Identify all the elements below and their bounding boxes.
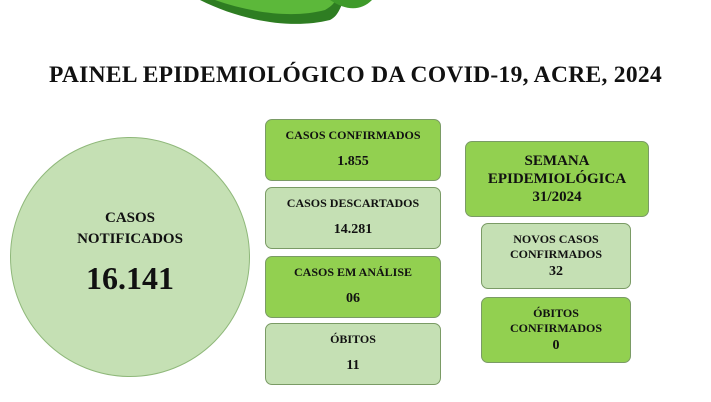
- casos-em-analise-card: [265, 256, 441, 318]
- novos-casos-label: NOVOS CASOS CONFIRMADOS: [510, 232, 602, 261]
- obitos-confirmados-card: [481, 297, 631, 363]
- semana-epidemiologica-value: 31/2024: [532, 189, 582, 205]
- casos-confirmados-value: 1.855: [337, 154, 369, 169]
- casos-notificados-circle: [10, 137, 250, 377]
- casos-confirmados-label: CASOS CONFIRMADOS: [285, 128, 421, 142]
- casos-descartados-card: [265, 187, 441, 249]
- casos-notificados-value: 16.141: [86, 260, 174, 296]
- casos-descartados-label: CASOS DESCARTADOS: [286, 196, 420, 210]
- obitos-confirmados-value: 0: [552, 338, 560, 353]
- obitos-card: [265, 323, 441, 385]
- obitos-confirmados-label: ÓBITOS CONFIRMADOS: [510, 306, 602, 335]
- page-title: PAINEL EPIDEMIOLÓGICO DA COVID-19, ACRE, 2024: [48, 62, 663, 88]
- semana-epidemiologica-label: SEMANA EPIDEMIOLÓGICA 31/2024: [466, 152, 648, 206]
- casos-descartados-value: 14.281: [333, 222, 373, 237]
- obitos-value: 11: [346, 358, 360, 373]
- casos-notificados-label: CASOS NOTIFICADOS: [77, 210, 183, 247]
- novos-casos-card: [481, 223, 631, 289]
- novos-casos-value: 32: [549, 264, 563, 279]
- obitos-label: ÓBITOS: [330, 332, 376, 346]
- casos-em-analise-value: 06: [346, 291, 360, 306]
- semana-epidemiologica-card: [465, 141, 649, 217]
- casos-em-analise-label: CASOS EM ANÁLISE: [293, 265, 413, 279]
- casos-confirmados-card: [265, 119, 441, 181]
- header-banner: [0, 0, 711, 40]
